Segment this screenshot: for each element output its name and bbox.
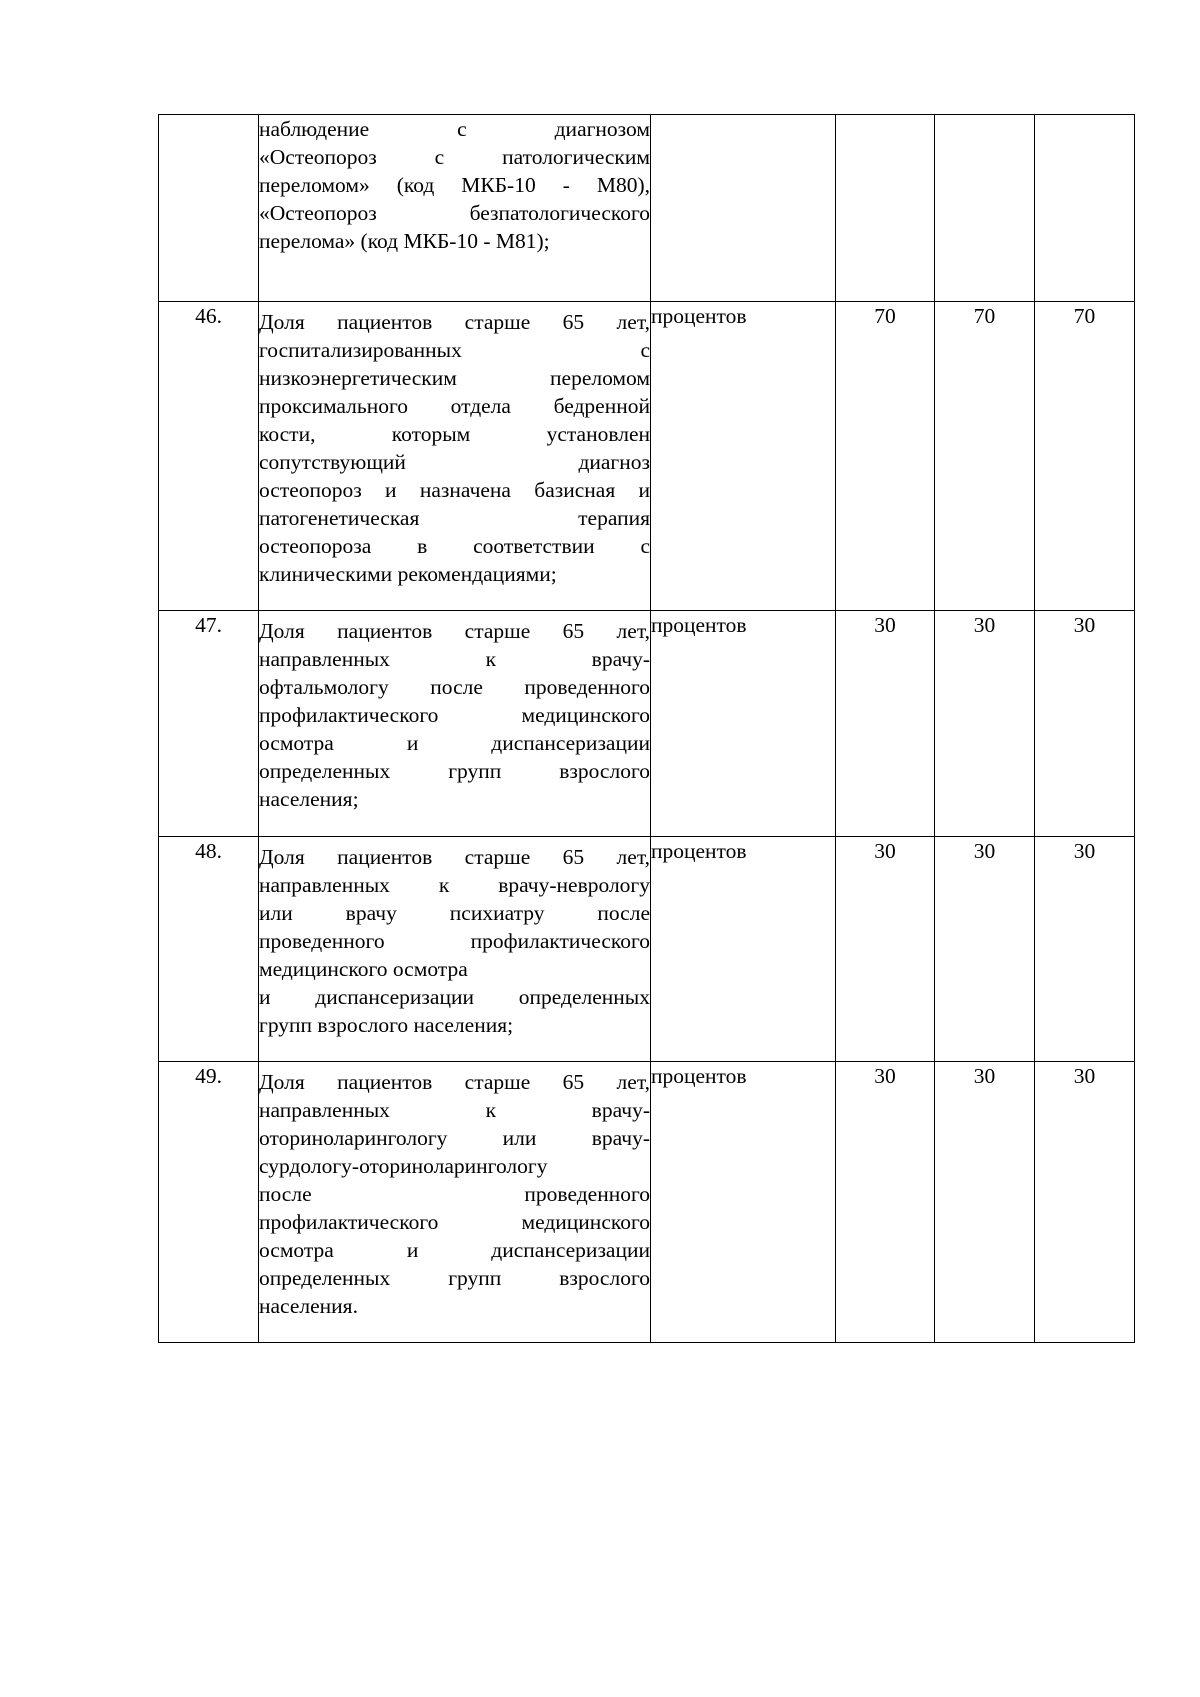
row-number-cell: 49.: [159, 1062, 259, 1343]
indicators-table: [158, 114, 1135, 1343]
row-value-3-cell: [1035, 115, 1135, 302]
description-line: низкоэнергетическим переломом: [259, 366, 650, 390]
row-description-cell: [259, 302, 651, 611]
description-line: сопутствующий диагноз: [259, 450, 650, 474]
row-value-1-cell: [836, 115, 935, 302]
description-line: населения.: [259, 1294, 358, 1318]
row-unit-cell: процентов: [651, 1062, 836, 1343]
description-line: Доля пациентов старше 65 лет,: [259, 310, 650, 334]
row-description-cell: [259, 837, 651, 1062]
description-line: после проведенного: [259, 1182, 650, 1206]
row-description-cell: [259, 115, 651, 302]
description-line: медицинского осмотра: [259, 957, 468, 981]
description-line: остеопороза в соответствии с: [259, 534, 650, 558]
description-line: офтальмологу после проведенного: [259, 675, 650, 699]
description-line: определенных групп взрослого: [259, 759, 650, 783]
table-row: [159, 302, 1135, 611]
row-value-1-cell: 30: [836, 611, 935, 837]
description-line: сурдологу-оториноларингологу: [259, 1154, 548, 1178]
description-line: перелома» (код МКБ-10 - М81);: [259, 229, 550, 253]
description-line: Доля пациентов старше 65 лет,: [259, 1070, 650, 1094]
description-line: «Остеопороз с патологическим: [259, 145, 650, 169]
description-line: патогенетическая терапия: [259, 506, 650, 530]
row-number-cell: 48.: [159, 837, 259, 1062]
description-line: профилактического медицинского: [259, 1210, 650, 1234]
row-value-1-cell: 70: [836, 302, 935, 611]
row-description-cell: [259, 611, 651, 837]
row-value-1-cell: 30: [836, 837, 935, 1062]
table-row: [159, 1062, 1135, 1343]
description-line: клиническими рекомендациями;: [259, 562, 557, 586]
table-row: [159, 837, 1135, 1062]
row-number-cell: 46.: [159, 302, 259, 611]
row-description-text: [259, 611, 650, 813]
row-unit-cell: процентов: [651, 611, 836, 837]
description-line: Доля пациентов старше 65 лет,: [259, 845, 650, 869]
description-line: групп взрослого населения;: [259, 1013, 514, 1037]
description-line: «Остеопороз безпатологического: [259, 201, 650, 225]
row-value-3-cell: 30: [1035, 837, 1135, 1062]
row-value-2-cell: [935, 115, 1035, 302]
row-value-3-cell: 30: [1035, 1062, 1135, 1343]
row-value-3-cell: 70: [1035, 302, 1135, 611]
description-line: госпитализированных с: [259, 338, 650, 362]
description-line: оториноларингологу или врачу-: [259, 1126, 650, 1150]
description-line: переломом» (код МКБ-10 - М80),: [259, 173, 650, 197]
description-line: определенных групп взрослого: [259, 1266, 650, 1290]
row-number-cell: 47.: [159, 611, 259, 837]
row-value-2-cell: 30: [935, 611, 1035, 837]
description-line: наблюдение с диагнозом: [259, 117, 650, 141]
description-line: или врачу психиатру после: [259, 901, 650, 925]
row-number-cell: [159, 115, 259, 302]
table-row: [159, 115, 1135, 302]
row-description-cell: [259, 1062, 651, 1343]
description-line: кости, которым установлен: [259, 422, 650, 446]
table-row: [159, 611, 1135, 837]
description-line: направленных к врачу-: [259, 647, 650, 671]
row-value-3-cell: 30: [1035, 611, 1135, 837]
row-value-2-cell: 30: [935, 1062, 1035, 1343]
row-value-2-cell: 70: [935, 302, 1035, 611]
row-description-text: [259, 837, 650, 1039]
description-line: и диспансеризации определенных: [259, 985, 650, 1009]
description-line: населения;: [259, 787, 359, 811]
row-value-2-cell: 30: [935, 837, 1035, 1062]
row-description-text: [259, 115, 650, 255]
description-line: проведенного профилактического: [259, 929, 650, 953]
row-unit-cell: процентов: [651, 302, 836, 611]
description-line: направленных к врачу-: [259, 1098, 650, 1122]
description-line: Доля пациентов старше 65 лет,: [259, 619, 650, 643]
description-line: направленных к врачу-неврологу: [259, 873, 650, 897]
row-value-1-cell: 30: [836, 1062, 935, 1343]
row-unit-cell: процентов: [651, 837, 836, 1062]
row-unit-cell: [651, 115, 836, 302]
description-line: профилактического медицинского: [259, 703, 650, 727]
row-description-text: [259, 1062, 650, 1320]
description-line: осмотра и диспансеризации: [259, 1238, 650, 1262]
description-line: осмотра и диспансеризации: [259, 731, 650, 755]
description-line: остеопороз и назначена базисная и: [259, 478, 650, 502]
description-line: проксимального отдела бедренной: [259, 394, 650, 418]
row-description-text: [259, 302, 650, 588]
